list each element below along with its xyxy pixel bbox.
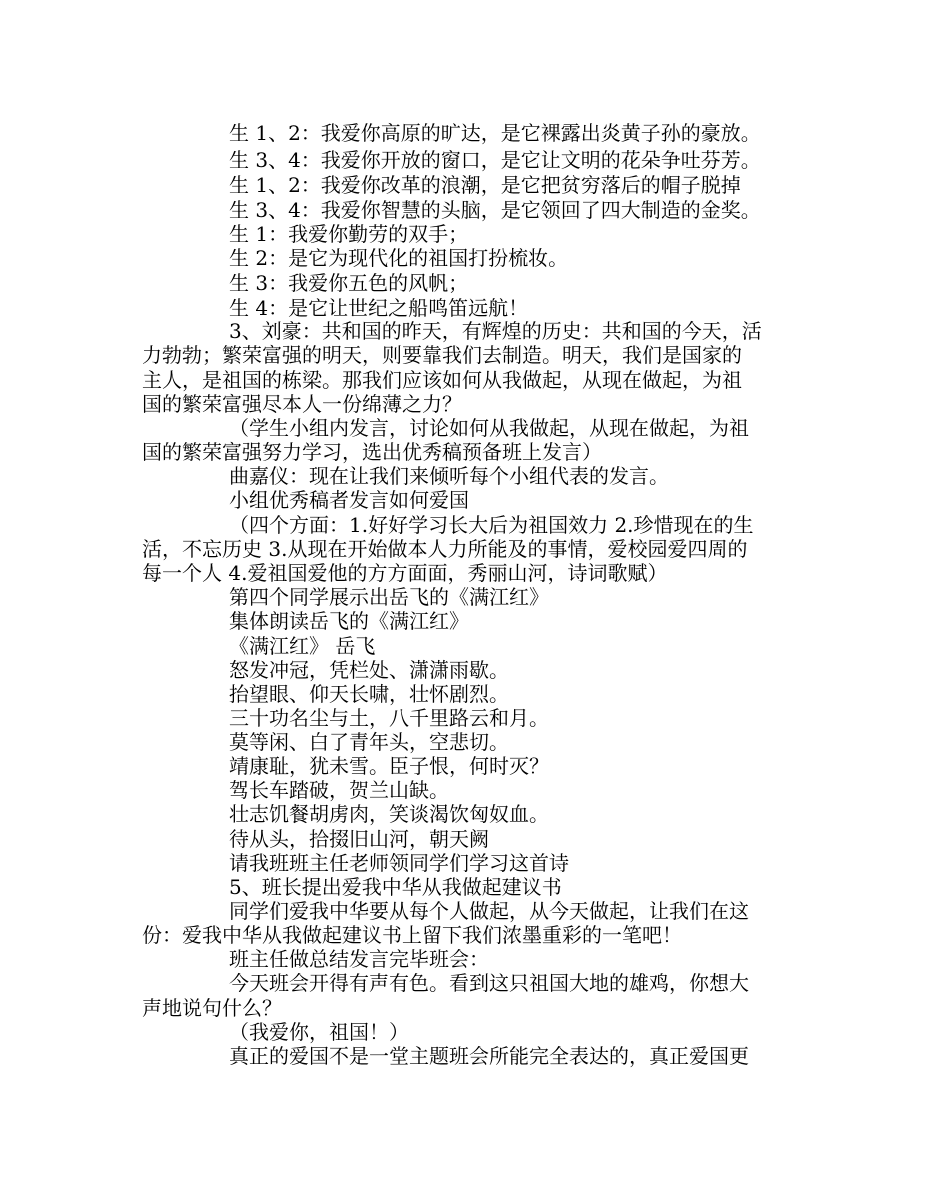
text-line: 生 3：我爱你五色的风帆； <box>229 271 469 295</box>
text-line: 今天班会开得有声有色。看到这只祖国大地的雄鸡，你想大 <box>229 971 749 995</box>
text-line: 声地说句什么？ <box>142 996 282 1020</box>
text-line: 国的繁荣富强尽本人一份绵薄之力？ <box>142 392 462 416</box>
text-line: 生 3、4：我爱你智慧的头脑，是它领回了四大制造的金奖。 <box>229 198 761 222</box>
text-line: 力勃勃；繁荣富强的明天，则要靠我们去制造。明天，我们是国家的 <box>142 343 742 367</box>
text-line: 三十功名尘与土，八千里路云和月。 <box>229 706 549 730</box>
text-line: 份：爱我中华从我做起建议书上留下我们浓墨重彩的一笔吧！ <box>142 923 682 947</box>
text-line: 国的繁荣富强努力学习，选出优秀稿预备班上发言） <box>142 440 602 464</box>
text-line: 抬望眼、仰天长啸，壮怀剧烈。 <box>229 682 509 706</box>
text-line: 活，不忘历史 3.从现在开始做本人力所能及的事情，爱校园爱四周的 <box>142 537 748 561</box>
text-line: 真正的爱国不是一堂主题班会所能完全表达的，真正爱国更 <box>229 1044 749 1068</box>
text-line: 《满江红》 岳飞 <box>229 634 376 658</box>
text-line: 生 1、2：我爱你高原的旷达，是它裸露出炎黄子孙的豪放。 <box>229 121 761 145</box>
text-line: 靖康耻，犹未雪。臣子恨，何时灭？ <box>229 754 549 778</box>
text-line: 生 1：我爱你勤劳的双手； <box>229 222 469 246</box>
text-line: 生 1、2：我爱你改革的浪潮，是它把贫穷落后的帽子脱掉 <box>229 173 741 197</box>
text-line: 集体朗读岳飞的《满江红》 <box>229 609 469 633</box>
text-line: （学生小组内发言，讨论如何从我做起，从现在做起，为祖 <box>229 416 749 440</box>
text-line: 生 3、4：我爱你开放的窗口，是它让文明的花朵争吐芬芳。 <box>229 148 761 172</box>
text-line: 生 4：是它让世纪之船鸣笛远航！ <box>229 296 529 320</box>
text-line: 第四个同学展示出岳飞的《满江红》 <box>229 585 549 609</box>
text-line: 5、班长提出爱我中华从我做起建议书 <box>229 875 562 899</box>
text-line: 主人，是祖国的栋梁。那我们应该如何从我做起，从现在做起，为祖 <box>142 368 742 392</box>
text-line: 班主任做总结发言完毕班会： <box>229 947 489 971</box>
text-line: 3、刘豪：共和国的昨天，有辉煌的历史：共和国的今天，活 <box>229 319 762 343</box>
text-line: 怒发冲冠，凭栏处、潇潇雨歇。 <box>229 658 509 682</box>
text-line: 驾长车踏破，贺兰山缺。 <box>229 778 449 802</box>
text-line: 同学们爱我中华要从每个人做起，从今天做起，让我们在这 <box>229 899 749 923</box>
text-line: （我爱你，祖国！） <box>229 1020 409 1044</box>
text-line: 小组优秀稿者发言如何爱国 <box>229 488 469 512</box>
text-line: 壮志饥餐胡虏肉，笑谈渴饮匈奴血。 <box>229 802 549 826</box>
text-line: 请我班班主任老师领同学们学习这首诗 <box>229 851 569 875</box>
text-line: 莫等闲、白了青年头，空悲切。 <box>229 730 509 754</box>
text-line: 生 2：是它为现代化的祖国打扮梳妆。 <box>229 246 569 270</box>
text-line: 曲嘉仪：现在让我们来倾听每个小组代表的发言。 <box>229 464 669 488</box>
text-line: 待从头，拾掇旧山河，朝天阙 <box>229 827 489 851</box>
text-line: 每一个人 4.爱祖国爱他的方方面面，秀丽山河，诗词歌赋） <box>142 561 668 585</box>
text-line: （四个方面：1.好好学习长大后为祖国效力 2.珍惜现在的生 <box>229 513 754 537</box>
